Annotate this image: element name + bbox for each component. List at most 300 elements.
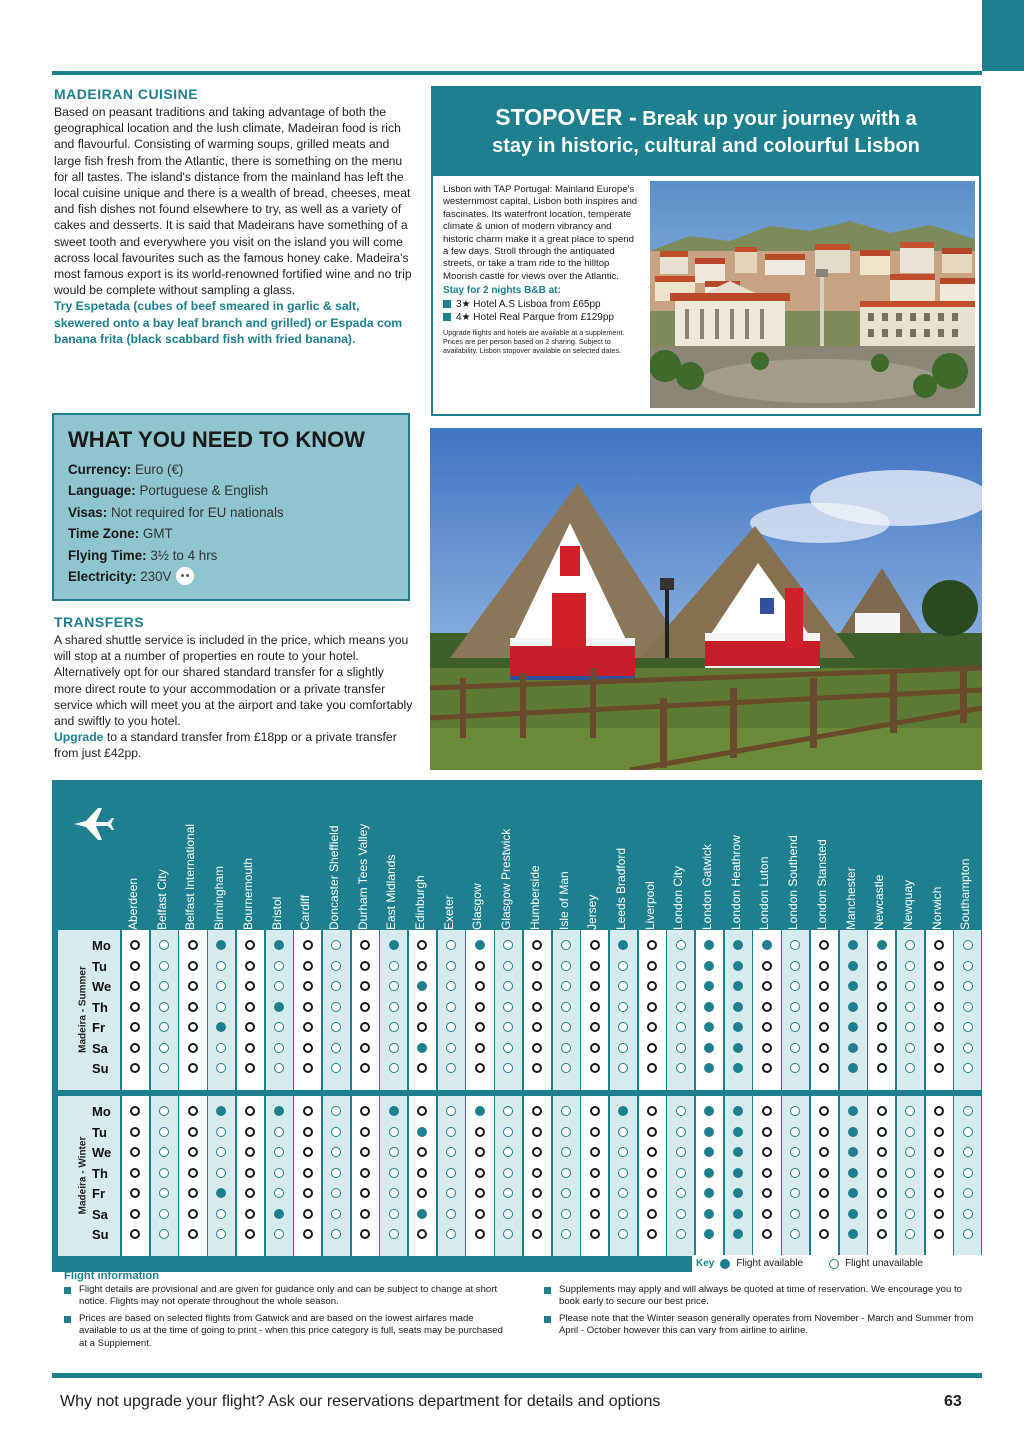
flight-unavailable-dot [503, 1127, 513, 1137]
airport-column-header [926, 790, 946, 930]
flight-unavailable-dot [360, 1106, 370, 1116]
airport-column-header [409, 790, 429, 930]
airport-column-header [122, 790, 142, 930]
flight-unavailable-dot [819, 1043, 829, 1053]
flight-unavailable-dot [188, 1209, 198, 1219]
flight-available-dot [733, 961, 743, 971]
airport-column-header [495, 790, 515, 930]
unavailable-dot-icon [829, 1259, 839, 1269]
flight-unavailable-dot [389, 1063, 399, 1073]
flight-unavailable-dot [159, 940, 169, 950]
flight-unavailable-dot [561, 1229, 571, 1239]
flight-available-dot [733, 1127, 743, 1137]
flight-unavailable-dot [389, 981, 399, 991]
flight-unavailable-dot [446, 1022, 456, 1032]
flight-unavailable-dot [561, 1063, 571, 1073]
flight-unavailable-dot [274, 981, 284, 991]
airport-name: London Luton [757, 856, 772, 930]
airport-name: London City [671, 865, 686, 930]
flight-available-dot [704, 1043, 714, 1053]
flight-unavailable-dot [934, 1209, 944, 1219]
flight-unavailable-dot [963, 1147, 973, 1157]
flight-unavailable-dot [762, 1127, 772, 1137]
bullet-square-icon [443, 300, 451, 308]
hotel-item [443, 311, 641, 324]
flight-unavailable-dot [934, 1022, 944, 1032]
flight-unavailable-dot [303, 981, 313, 991]
flight-available-dot [848, 1168, 858, 1178]
flight-information [64, 1270, 984, 1354]
stopover-small-print: Upgrade flights and hotels are available at a supplement. Prices are per person based on 2 sharing. Subject to availability. Lisbon stopover available on selected dates. [443, 327, 625, 355]
flight-unavailable-dot [934, 961, 944, 971]
flight-unavailable-dot [676, 940, 686, 950]
info-row-flying-time [68, 545, 394, 566]
flight-unavailable-dot [877, 1063, 887, 1073]
flight-unavailable-dot [561, 940, 571, 950]
flight-info-item [544, 1313, 984, 1338]
flight-unavailable-dot [647, 1147, 657, 1157]
airport-name: Jersey [585, 894, 600, 930]
airport-name: Cardiff [298, 894, 313, 930]
flight-unavailable-dot [790, 1002, 800, 1012]
flight-info-item [64, 1284, 504, 1309]
flight-unavailable-dot [274, 1022, 284, 1032]
flight-unavailable-dot [934, 1127, 944, 1137]
flight-available-dot [389, 940, 399, 950]
flight-unavailable-dot [590, 1188, 600, 1198]
flight-unavailable-dot [963, 1188, 973, 1198]
day-label: Tu [92, 1124, 107, 1140]
flight-available-dot [733, 940, 743, 950]
flight-unavailable-dot [360, 1147, 370, 1157]
flight-unavailable-dot [475, 1063, 485, 1073]
flight-unavailable-dot [446, 940, 456, 950]
airport-column-header [352, 790, 372, 930]
flight-unavailable-dot [331, 1168, 341, 1178]
season-label: Madeira - Summer [77, 966, 89, 1053]
flight-available-dot [848, 1106, 858, 1116]
airport-name: Bournemouth [240, 857, 255, 930]
flight-unavailable-dot [303, 1022, 313, 1032]
flight-unavailable-dot [245, 1127, 255, 1137]
flight-unavailable-dot [446, 961, 456, 971]
flight-unavailable-dot [159, 1127, 169, 1137]
flight-info-item [544, 1284, 984, 1309]
flight-available-dot [848, 1229, 858, 1239]
flight-unavailable-dot [159, 981, 169, 991]
flight-unavailable-dot [274, 1063, 284, 1073]
flight-unavailable-dot [590, 1002, 600, 1012]
airport-name: Leeds Bradford [613, 847, 628, 930]
flight-unavailable-dot [762, 1147, 772, 1157]
flight-unavailable-dot [130, 1002, 140, 1012]
airport-name: London Southend [786, 835, 801, 930]
flight-unavailable-dot [188, 961, 198, 971]
flight-info-item [64, 1313, 504, 1350]
flight-unavailable-dot [590, 1043, 600, 1053]
flight-unavailable-dot [676, 1147, 686, 1157]
airport-column-header [868, 790, 888, 930]
info-key: Language: [68, 483, 136, 499]
airport-column-header [208, 790, 228, 930]
flight-unavailable-dot [590, 1106, 600, 1116]
stopover-title-b: Break up your journey with a [642, 108, 917, 130]
flight-unavailable-dot [331, 1002, 341, 1012]
bullet-square-icon [64, 1316, 71, 1323]
flight-unavailable-dot [963, 1063, 973, 1073]
flight-unavailable-dot [446, 1127, 456, 1137]
flight-available-dot [274, 1106, 284, 1116]
airport-name: Norwich [929, 886, 944, 930]
flight-unavailable-dot [503, 961, 513, 971]
flight-available-dot [848, 961, 858, 971]
flight-unavailable-dot [303, 1229, 313, 1239]
flight-unavailable-dot [389, 1209, 399, 1219]
hotel-item [443, 298, 641, 311]
flight-unavailable-dot [475, 1229, 485, 1239]
flight-unavailable-dot [159, 1147, 169, 1157]
footer-text: Why not upgrade your flight? Ask our reservations department for details and options [60, 1393, 661, 1410]
flight-unavailable-dot [963, 1127, 973, 1137]
flight-available-dot [848, 940, 858, 950]
flight-unavailable-dot [503, 1209, 513, 1219]
flight-unavailable-dot [389, 1188, 399, 1198]
flight-unavailable-dot [245, 1002, 255, 1012]
airport-name: Newquay [900, 879, 915, 930]
hotel-label: 3★ Hotel A.S Lisboa from £65pp [456, 298, 601, 310]
airport-column-header [840, 790, 860, 930]
flight-unavailable-dot [647, 1022, 657, 1032]
airport-name: Glasgow [470, 883, 485, 930]
flight-info-text: Prices are based on selected flights from Gatwick and are based on the lowest airfares made available to us at the time of going to print - when this price category is full, seats may be purchased at a Supplement. [79, 1312, 503, 1349]
flight-unavailable-dot [475, 1147, 485, 1157]
airport-column-header [524, 790, 544, 930]
flight-unavailable-dot [561, 1127, 571, 1137]
lisbon-photo [650, 181, 975, 408]
airport-name: London Heathrow [728, 835, 743, 930]
flight-unavailable-dot [877, 1106, 887, 1116]
flight-unavailable-dot [475, 1127, 485, 1137]
flight-unavailable-dot [934, 940, 944, 950]
flight-unavailable-dot [159, 1229, 169, 1239]
flight-unavailable-dot [762, 1168, 772, 1178]
flight-unavailable-dot [590, 1022, 600, 1032]
info-value: Portuguese & English [139, 483, 269, 499]
flight-unavailable-dot [762, 1002, 772, 1012]
flight-unavailable-dot [360, 1229, 370, 1239]
bullet-square-icon [64, 1287, 71, 1294]
flight-available-dot [733, 1209, 743, 1219]
flight-unavailable-dot [475, 1209, 485, 1219]
airport-name: Doncaster Sheffield [326, 825, 341, 930]
airport-name: Glasgow Prestwick [499, 828, 514, 930]
flight-unavailable-dot [762, 1106, 772, 1116]
flight-unavailable-dot [676, 981, 686, 991]
flight-unavailable-dot [159, 1063, 169, 1073]
airport-name: Bristol [269, 896, 284, 930]
flight-unavailable-dot [159, 961, 169, 971]
info-key: Electricity: [68, 569, 137, 585]
flight-unavailable-dot [590, 961, 600, 971]
flight-unavailable-dot [819, 1127, 829, 1137]
flight-unavailable-dot [188, 981, 198, 991]
flight-unavailable-dot [159, 1209, 169, 1219]
flight-unavailable-dot [647, 1168, 657, 1178]
flight-unavailable-dot [618, 1168, 628, 1178]
flight-unavailable-dot [503, 1168, 513, 1178]
flight-unavailable-dot [934, 1168, 944, 1178]
flight-unavailable-dot [331, 961, 341, 971]
flight-unavailable-dot [274, 1168, 284, 1178]
flight-unavailable-dot [877, 1188, 887, 1198]
airport-name: London Gatwick [700, 843, 714, 930]
stopover-title-a: STOPOVER - [495, 104, 637, 130]
airport-name: Belfast City [154, 869, 169, 930]
flight-unavailable-dot [532, 1168, 542, 1178]
airport-name: East Midlands [384, 854, 399, 930]
flight-unavailable-dot [274, 1147, 284, 1157]
flight-unavailable-dot [647, 1127, 657, 1137]
info-value: GMT [142, 526, 173, 542]
flight-unavailable-dot [475, 1168, 485, 1178]
flight-unavailable-dot [905, 1043, 915, 1053]
flight-unavailable-dot [245, 961, 255, 971]
flight-unavailable-dot [389, 1229, 399, 1239]
flight-unavailable-dot [618, 961, 628, 971]
season-label: Madeira - Winter [77, 1136, 89, 1215]
flight-unavailable-dot [877, 961, 887, 971]
flight-unavailable-dot [303, 940, 313, 950]
day-label: Sa [92, 1040, 108, 1056]
flight-unavailable-dot [503, 1043, 513, 1053]
flight-available-dot [417, 1127, 427, 1137]
airport-name: Belfast International [183, 823, 198, 930]
flight-unavailable-dot [963, 1209, 973, 1219]
flight-unavailable-dot [561, 1209, 571, 1219]
flight-unavailable-dot [647, 1063, 657, 1073]
flight-unavailable-dot [934, 1106, 944, 1116]
flight-available-dot [733, 1168, 743, 1178]
stopover-box [431, 86, 981, 416]
flight-available-dot [733, 1106, 743, 1116]
flight-available-dot [848, 1127, 858, 1137]
flight-unavailable-dot [188, 940, 198, 950]
cuisine-section [54, 86, 414, 347]
flight-available-dot [733, 1147, 743, 1157]
airport-name: Birmingham [212, 865, 227, 930]
flight-available-dot [762, 940, 772, 950]
flight-unavailable-dot [130, 1127, 140, 1137]
flight-unavailable-dot [417, 1168, 427, 1178]
cuisine-body: Based on peasant traditions and taking advantage of both the geographical location and the lush climate, Madeiran food is rich and flavourful. Consisting of warming soups, grilled meats and large fish fresh from the Atlantic, there is something on the menu for all tastes. The island's distance from the mainland has left the local cuisine unique and there is a wealth of bread, cheeses, meat and fish dishes not found elsewhere to try, as well as a variety of cakes and desserts. It is said that Madeirans have something of a sweet tooth and everywhere you visit on the island you will come across local favourites such as the famous honey cake. Madeira's most famous export is its world-renowned fortified wine and no trip would be complete without sampling a glass. [54, 105, 412, 298]
flight-available-dot [733, 1022, 743, 1032]
flight-unavailable-dot [590, 981, 600, 991]
flight-unavailable-dot [475, 1022, 485, 1032]
airport-column-header [725, 790, 745, 930]
info-value: 3½ to 4 hrs [150, 547, 218, 563]
flight-available-dot [877, 940, 887, 950]
flight-unavailable-dot [274, 1043, 284, 1053]
flight-available-dot [704, 961, 714, 971]
flight-unavailable-dot [963, 1229, 973, 1239]
flight-unavailable-dot [303, 1063, 313, 1073]
flight-unavailable-dot [360, 1063, 370, 1073]
flight-unavailable-dot [274, 1127, 284, 1137]
flight-unavailable-dot [561, 1168, 571, 1178]
flight-available-dot [274, 1209, 284, 1219]
flight-unavailable-dot [417, 961, 427, 971]
flight-unavailable-dot [934, 1043, 944, 1053]
flight-unavailable-dot [216, 1002, 226, 1012]
flight-unavailable-dot [676, 1209, 686, 1219]
flight-unavailable-dot [389, 1022, 399, 1032]
corner-tab [982, 0, 1024, 71]
flight-unavailable-dot [303, 1043, 313, 1053]
stopover-body: Lisbon with TAP Portugal: Mainland Europe's westernmost capital, Lisbon both inspires and fascinates. Its waterfront location, temperate climate & union of modern vibrancy and historic charm make it a great place to spend a few days. Stroll through the antiquated streets, or take a tram ride to the hilltop Moorish castle for views over the Atlantic. [443, 184, 638, 282]
bullet-square-icon [544, 1316, 551, 1323]
flight-unavailable-dot [389, 961, 399, 971]
flight-unavailable-dot [561, 1043, 571, 1053]
flight-available-dot [733, 1063, 743, 1073]
airport-name: Edinburgh [413, 875, 427, 930]
flight-unavailable-dot [159, 1022, 169, 1032]
flight-unavailable-dot [618, 1043, 628, 1053]
flight-unavailable-dot [963, 961, 973, 971]
day-label: Su [92, 1227, 109, 1242]
flight-unavailable-dot [877, 1002, 887, 1012]
flight-unavailable-dot [618, 1127, 628, 1137]
flight-unavailable-dot [475, 1002, 485, 1012]
flight-unavailable-dot [790, 961, 800, 971]
flight-unavailable-dot [360, 981, 370, 991]
flight-unavailable-dot [446, 1209, 456, 1219]
flight-available-dot [417, 1209, 427, 1219]
flight-unavailable-dot [159, 1188, 169, 1198]
upgrade-label: Upgrade [54, 730, 104, 745]
flight-unavailable-dot [934, 1188, 944, 1198]
flight-unavailable-dot [819, 1002, 829, 1012]
flight-unavailable-dot [475, 1043, 485, 1053]
flight-unavailable-dot [159, 1043, 169, 1053]
top-rule [52, 71, 982, 75]
flight-unavailable-dot [762, 1022, 772, 1032]
flight-unavailable-dot [790, 1168, 800, 1178]
flight-table [52, 780, 982, 1272]
airport-column-header [438, 790, 458, 930]
flight-available-dot [848, 1188, 858, 1198]
airport-name: Exeter [441, 895, 456, 930]
airport-name: Newcastle [872, 874, 887, 930]
flight-unavailable-dot [188, 1002, 198, 1012]
flight-unavailable-dot [303, 1188, 313, 1198]
flight-available-dot [475, 1106, 485, 1116]
flight-unavailable-dot [331, 1043, 341, 1053]
flight-unavailable-dot [475, 1188, 485, 1198]
flight-available-dot [704, 1002, 714, 1012]
info-key: Visas: [68, 504, 108, 520]
flight-available-dot [848, 1043, 858, 1053]
bullet-square-icon [443, 313, 451, 321]
flight-unavailable-dot [676, 1063, 686, 1073]
day-label: Tu [92, 958, 107, 974]
flight-unavailable-dot [762, 1188, 772, 1198]
flight-unavailable-dot [590, 1127, 600, 1137]
flight-unavailable-dot [245, 1209, 255, 1219]
airport-column-header [753, 790, 773, 930]
flight-unavailable-dot [561, 1147, 571, 1157]
flight-unavailable-dot [618, 1002, 628, 1012]
flight-unavailable-dot [877, 1127, 887, 1137]
flight-unavailable-dot [188, 1168, 198, 1178]
airport-column-header [954, 790, 974, 930]
flight-unavailable-dot [303, 1106, 313, 1116]
info-value: Not required for EU nationals [110, 504, 284, 520]
stopover-text [443, 184, 641, 355]
flight-unavailable-dot [303, 1209, 313, 1219]
flight-unavailable-dot [905, 1168, 915, 1178]
flight-unavailable-dot [389, 1127, 399, 1137]
airport-column-header [466, 790, 486, 930]
flight-unavailable-dot [446, 1147, 456, 1157]
info-value: Euro (€) [135, 462, 184, 477]
info-key: Time Zone: [68, 526, 140, 542]
airport-column-header [294, 790, 314, 930]
flight-unavailable-dot [647, 981, 657, 991]
day-label: We [92, 1145, 112, 1160]
airport-column-header [179, 790, 199, 930]
flight-available-dot [733, 1002, 743, 1012]
flight-unavailable-dot [877, 981, 887, 991]
flight-info-text: Flight details are provisional and are given for guidance only and can be subject to change at short notice. Flights may not operate throughout the whole season. [79, 1284, 498, 1308]
airport-column-header [696, 790, 716, 930]
flight-unavailable-dot [762, 1229, 772, 1239]
flight-unavailable-dot [130, 1168, 140, 1178]
flight-unavailable-dot [963, 1043, 973, 1053]
flight-unavailable-dot [303, 1002, 313, 1012]
flight-unavailable-dot [446, 1188, 456, 1198]
flight-unavailable-dot [188, 1229, 198, 1239]
airport-column-header [581, 790, 601, 930]
flight-unavailable-dot [963, 1002, 973, 1012]
flight-unavailable-dot [159, 1168, 169, 1178]
flight-unavailable-dot [819, 961, 829, 971]
day-label: Fr [92, 1186, 105, 1201]
flight-unavailable-dot [446, 1063, 456, 1073]
flight-available-dot [848, 1147, 858, 1157]
flight-unavailable-dot [360, 940, 370, 950]
info-row-language [68, 480, 394, 501]
need-to-know-box [52, 413, 410, 601]
flight-unavailable-dot [762, 961, 772, 971]
info-row-timezone [68, 523, 394, 544]
flight-unavailable-dot [877, 1229, 887, 1239]
flight-available-dot [274, 940, 284, 950]
transfers-section [54, 614, 414, 762]
flight-unavailable-dot [676, 1188, 686, 1198]
airport-name: Manchester [843, 867, 858, 930]
flight-available-dot [704, 1209, 714, 1219]
flight-unavailable-dot [877, 1022, 887, 1032]
airport-column-header [667, 790, 687, 930]
flight-info-text: Please note that the Winter season generally operates from November - March and Summer from April - October however this can vary from airline to airline. [559, 1312, 974, 1337]
flight-unavailable-dot [676, 1127, 686, 1137]
flight-available-dot [733, 1188, 743, 1198]
flight-unavailable-dot [676, 1002, 686, 1012]
flight-unavailable-dot [590, 1168, 600, 1178]
flight-unavailable-dot [188, 1106, 198, 1116]
flight-unavailable-dot [618, 1209, 628, 1219]
flight-unavailable-dot [676, 1168, 686, 1178]
